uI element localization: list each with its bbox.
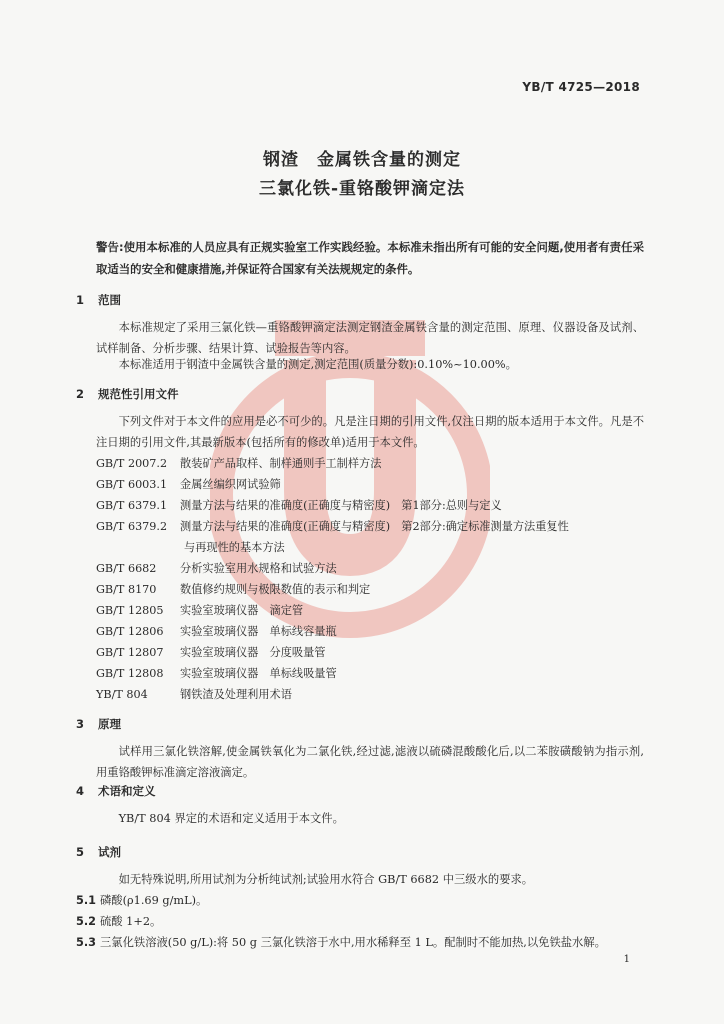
reference-item: GB/T 12806 实验室玻璃仪器 单标线容量瓶: [96, 625, 337, 638]
document-title-line2: 三氯化铁-重铬酸钾滴定法: [258, 179, 466, 199]
section-2-intro: 下列文件对于本文件的应用是必不可少的。凡是注日期的引用文件,仅注日期的版本适用于本文件。凡是不注日期的引用文件,其最新版本(包括所有的修改单)适用于本文件。: [96, 415, 644, 449]
section-number: 1: [76, 293, 85, 307]
section-title: 规范性引用文件: [98, 387, 179, 401]
reference-item: GB/T 6379.2 测量方法与结果的准确度(正确度与精密度) 第2部分:确定标准测量方法重复性 与再现性的基本方法: [96, 520, 569, 554]
reference-item: YB/T 804 钢铁渣及处理利用术语: [96, 688, 292, 701]
section-3-heading: [76, 716, 121, 732]
reference-item: GB/T 2007.2 散装矿产品取样、制样通则手工制样方法: [96, 457, 382, 470]
section-5-heading: [76, 844, 121, 860]
section-1-paragraph-1: 本标准规定了采用三氯化铁—重铬酸钾滴定法测定钢渣金属铁含量的测定范围、原理、仪器设备及试剂、试样制备、分析步骤、结果计算、试验报告等内容。: [96, 321, 644, 355]
reference-item: GB/T 12807 实验室玻璃仪器 分度吸量管: [96, 646, 326, 659]
reference-item: GB/T 12808 实验室玻璃仪器 单标线吸量管: [96, 667, 337, 680]
reagent-item: 5.3 三氯化铁溶液(50 g/L):将 50 g 三氯化铁溶于水中,用水稀释至 1 L。配制时不能加热,以免铁盐水解。: [76, 936, 606, 949]
section-5-intro: 如无特殊说明,所用试剂为分析纯试剂;试验用水符合 GB/T 6682 中三级水的要求。: [118, 873, 534, 886]
reagent-item: 5.1 磷酸(ρ1.69 g/mL)。: [76, 894, 208, 907]
reference-item: GB/T 6379.1 测量方法与结果的准确度(正确度与精密度) 第1部分:总则与定义: [96, 499, 502, 512]
section-1-paragraph-2: 本标准适用于钢渣中金属铁含量的测定,测定范围(质量分数):0.10%~10.00%。: [118, 358, 517, 371]
section-3-paragraph: 试样用三氯化铁溶解,使金属铁氧化为二氯化铁,经过滤,滤液以硫磷混酸酸化后,以二苯胺磺酸钠为指示剂,用重铬酸钾标准滴定溶液滴定。: [96, 745, 644, 779]
section-number: 3: [76, 717, 85, 731]
section-1-heading: [76, 292, 121, 308]
section-4-heading: [76, 783, 156, 799]
standard-number: YB/T 4725—2018: [522, 80, 640, 94]
section-title: 原理: [98, 717, 121, 731]
reference-item: GB/T 6003.1 金属丝编织网试验筛: [96, 478, 281, 491]
section-title: 术语和定义: [98, 784, 156, 798]
section-2-heading: [76, 386, 179, 402]
reference-item: GB/T 12805 实验室玻璃仪器 滴定管: [96, 604, 304, 617]
reference-item: GB/T 6682 分析实验室用水规格和试验方法: [96, 562, 337, 575]
section-number: 4: [76, 784, 85, 798]
reagent-item: 5.2 硫酸 1+2。: [76, 915, 162, 928]
document-title-line1: 钢渣 金属铁含量的测定: [263, 150, 461, 170]
section-title: 试剂: [98, 845, 121, 859]
reference-item: GB/T 8170 数值修约规则与极限数值的表示和判定: [96, 583, 371, 596]
section-4-paragraph: YB/T 804 界定的术语和定义适用于本文件。: [118, 812, 344, 825]
warning-paragraph: 警告:使用本标准的人员应具有正规实验室工作实践经验。本标准未指出所有可能的安全问题,使用者有责任采取适当的安全和健康措施,并保证符合国家有关法规规定的条件。: [96, 240, 644, 276]
section-number: 5: [76, 845, 85, 859]
section-title: 范围: [98, 293, 121, 307]
page-number: 1: [623, 954, 630, 965]
section-number: 2: [76, 387, 85, 401]
